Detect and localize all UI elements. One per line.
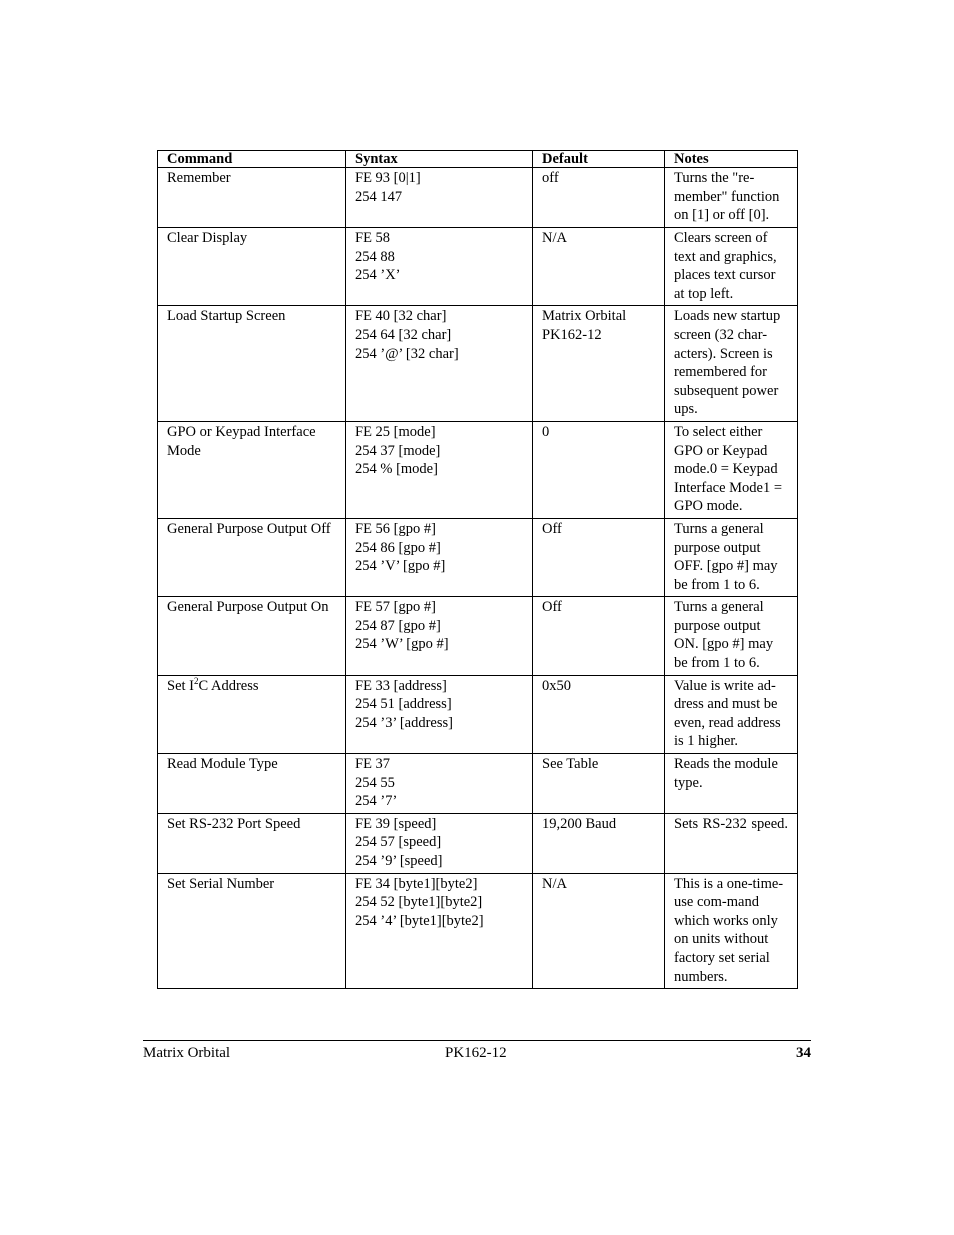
table-row: [158, 228, 798, 306]
cell-syntax: [346, 306, 533, 422]
header-default: Default: [533, 151, 665, 168]
table-row: [158, 306, 798, 422]
cell-notes: Clears screen of text and graphics, places text cursor at top left.: [665, 228, 798, 306]
table-row: [158, 754, 798, 814]
cell-notes: Turns the "re-member" function on [1] or off [0].: [665, 168, 798, 228]
syntax-line: 254 ’3’ [address]: [355, 714, 453, 731]
header-notes: Notes: [665, 151, 798, 168]
cell-notes: Loads new startup screen (32 char-acters). Screen is remembered for subsequent power ups.: [665, 306, 798, 422]
cell-default: Off: [533, 597, 665, 675]
footer-rule: [143, 1040, 811, 1041]
command-superscript: 2: [193, 675, 199, 686]
syntax-line: 254 88: [355, 248, 395, 265]
footer-company: Matrix Orbital: [143, 1045, 231, 1061]
cell-command: Set Serial Number: [158, 873, 346, 989]
syntax-line: FE 25 [mode]: [355, 423, 436, 440]
syntax-line: FE 40 [32 char]: [355, 308, 447, 325]
cell-notes: To select either GPO or Keypad mode.0 = Keypad Interface Mode1 = GPO mode.: [665, 421, 798, 518]
table-row: [158, 597, 798, 675]
syntax-line: 254 ’9’ [speed]: [355, 853, 443, 869]
syntax-line: FE 33 [address]: [355, 677, 447, 694]
command-table: [157, 150, 798, 989]
cell-command: Clear Display: [158, 228, 346, 306]
cell-notes: Turns a general purpose output OFF. [gpo #] may be from 1 to 6.: [665, 518, 798, 596]
cell-syntax: [346, 597, 533, 675]
syntax-line: 254 ’4’ [byte1][byte2]: [355, 912, 484, 929]
cell-default: N/A: [533, 228, 665, 306]
syntax-line: 254 147: [355, 188, 403, 205]
cell-command: [158, 675, 346, 753]
table-header-row: [158, 151, 798, 168]
command-text: Set I: [167, 677, 194, 694]
syntax-line: FE 93 [0|1]: [355, 170, 421, 186]
syntax-line: FE 57 [gpo #]: [355, 599, 436, 616]
cell-syntax: [346, 873, 533, 989]
cell-command: Set RS-232 Port Speed: [158, 813, 346, 873]
cell-default: Off: [533, 518, 665, 596]
syntax-line: FE 56 [gpo #]: [355, 520, 436, 537]
cell-default: Matrix Orbital PK162-12: [533, 306, 665, 422]
syntax-line: 254 ’W’ [gpo #]: [355, 636, 449, 653]
header-command: Command: [158, 151, 346, 168]
table-row: [158, 675, 798, 753]
cell-notes: This is a one-time-use com-mand which works only on units without factory set serial numbers.: [665, 873, 798, 989]
cell-default: 0x50: [533, 675, 665, 753]
cell-notes: Sets RS-232 speed.: [665, 813, 798, 873]
table-row: [158, 168, 798, 228]
page-number: 34: [796, 1045, 811, 1061]
syntax-line: 254 64 [32 char]: [355, 326, 452, 343]
cell-syntax: [346, 754, 533, 814]
table-row: [158, 421, 798, 518]
syntax-line: 254 ’V’ [gpo #]: [355, 558, 446, 575]
cell-default: See Table: [533, 754, 665, 814]
table-row: [158, 518, 798, 596]
table-row: [158, 813, 798, 873]
syntax-line: 254 57 [speed]: [355, 834, 442, 851]
cell-command: Load Startup Screen: [158, 306, 346, 422]
syntax-line: 254 ’X’: [355, 267, 401, 284]
syntax-line: 254 52 [byte1][byte2]: [355, 894, 483, 911]
cell-command: Read Module Type: [158, 754, 346, 814]
syntax-line: 254 % [mode]: [355, 461, 438, 478]
command-text: C Address: [198, 677, 259, 694]
syntax-line: 254 51 [address]: [355, 696, 452, 713]
cell-command: General Purpose Output On: [158, 597, 346, 675]
syntax-line: FE 39 [speed]: [355, 815, 437, 832]
syntax-line: 254 ’7’: [355, 793, 398, 810]
cell-default: N/A: [533, 873, 665, 989]
header-syntax: Syntax: [346, 151, 533, 168]
cell-default: off: [533, 168, 665, 228]
cell-syntax: [346, 421, 533, 518]
cell-command: General Purpose Output Off: [158, 518, 346, 596]
cell-syntax: [346, 518, 533, 596]
syntax-line: 254 37 [mode]: [355, 442, 441, 459]
syntax-line: 254 55: [355, 774, 395, 791]
syntax-line: 254 86 [gpo #]: [355, 539, 441, 556]
cell-default: 19,200 Baud: [533, 813, 665, 873]
cell-notes: Turns a general purpose output ON. [gpo #] may be from 1 to 6.: [665, 597, 798, 675]
footer-model: PK162-12: [445, 1045, 507, 1061]
syntax-line: FE 58: [355, 230, 391, 246]
cell-notes: Value is write ad-dress and must be even, read address is 1 higher.: [665, 675, 798, 753]
cell-syntax: [346, 675, 533, 753]
syntax-line: FE 34 [byte1][byte2]: [355, 875, 478, 892]
table-row: [158, 873, 798, 989]
cell-notes: Reads the module type.: [665, 754, 798, 814]
cell-syntax: [346, 813, 533, 873]
cell-command: GPO or Keypad Interface Mode: [158, 421, 346, 518]
cell-syntax: [346, 168, 533, 228]
syntax-line: 254 ’@’ [32 char]: [355, 345, 459, 362]
syntax-line: FE 37: [355, 756, 391, 773]
syntax-line: 254 87 [gpo #]: [355, 617, 441, 634]
cell-syntax: [346, 228, 533, 306]
cell-default: 0: [533, 421, 665, 518]
cell-command: Remember: [158, 168, 346, 228]
